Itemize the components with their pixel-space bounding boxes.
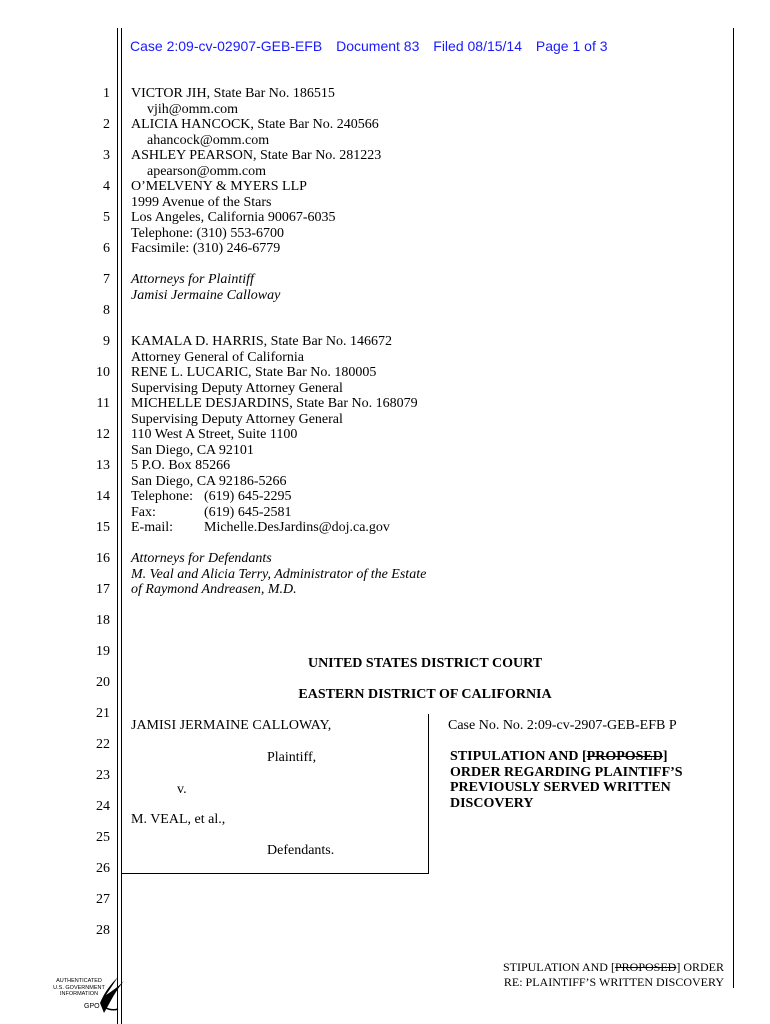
firm-address: 1999 Avenue of the Stars — [131, 194, 272, 210]
header-document: Document 83 — [336, 38, 420, 54]
line-number: 8 — [103, 303, 110, 318]
fax-row — [131, 505, 418, 521]
email-row — [131, 520, 418, 536]
seal-text: AUTHENTICATED — [56, 978, 102, 984]
right-margin-rule — [733, 28, 734, 988]
plaintiff-attorneys-for — [131, 272, 280, 303]
fax-value: (619) 645-2581 — [204, 504, 292, 520]
firm-name: O’MELVENY & MYERS LLP — [131, 179, 307, 194]
seal-gpo: GPO — [84, 1003, 100, 1010]
caption-defendant-role: Defendants. — [267, 843, 335, 858]
line-number: 2 — [103, 117, 110, 132]
line-number: 3 — [103, 148, 110, 163]
line-number: 15 — [96, 520, 110, 535]
left-margin-rule-inner — [121, 28, 122, 1024]
firm-telephone: Telephone: (310) 553-6700 — [131, 225, 284, 241]
line-number: 27 — [96, 892, 110, 907]
line-number: 6 — [103, 241, 110, 256]
line-number: 4 — [103, 179, 110, 194]
line-number: 24 — [96, 799, 110, 814]
header-page: Page 1 of 3 — [535, 38, 608, 54]
firm-city: Los Angeles, California 90067-6035 — [131, 210, 336, 225]
title-line: ORDER REGARDING PLAINTIFF’S — [450, 764, 683, 780]
line-number: 21 — [96, 706, 110, 721]
line-number: 13 — [96, 458, 110, 473]
attorneys-for-label: Attorneys for Plaintiff — [131, 272, 254, 287]
defendant-attorneys-for — [131, 551, 426, 598]
counsel-line: Supervising Deputy Attorney General — [131, 411, 343, 427]
defendant-party-line: of Raymond Andreasen, M.D. — [131, 582, 297, 597]
ecf-header — [130, 38, 618, 54]
plaintiff-counsel-block — [131, 86, 381, 257]
counsel-line: KAMALA D. HARRIS, State Bar No. 146672 — [131, 334, 392, 349]
fax-label: Fax: — [131, 504, 156, 520]
counsel-line: San Diego, CA 92186-5266 — [131, 473, 287, 489]
line-number: 1 — [103, 86, 110, 101]
line-number: 14 — [96, 489, 110, 504]
court-name: UNITED STATES DISTRICT COURT — [307, 656, 543, 671]
telephone-row — [131, 489, 418, 505]
counsel-line: Supervising Deputy Attorney General — [131, 380, 343, 396]
header-case: Case 2:09-cv-02907-GEB-EFB — [130, 38, 323, 54]
counsel-line: San Diego, CA 92101 — [131, 442, 254, 458]
defendant-counsel-block — [131, 334, 418, 536]
caption-divider-horizontal — [122, 873, 429, 874]
title-line: PREVIOUSLY SERVED WRITTEN — [450, 780, 671, 795]
counsel-line: 110 West A Street, Suite 1100 — [131, 427, 298, 442]
seal-text: INFORMATION — [59, 991, 99, 997]
counsel-line: VICTOR JIH, State Bar No. 186515 — [131, 86, 335, 101]
counsel-line: Attorney General of California — [131, 349, 304, 365]
footer-line: RE: PLAINTIFF’S WRITTEN DISCOVERY — [503, 975, 724, 989]
plaintiff-party-name: Jamisi Jermaine Calloway — [131, 287, 281, 303]
line-number: 18 — [96, 613, 110, 628]
counsel-email: vjih@omm.com — [147, 101, 239, 117]
line-number: 17 — [96, 582, 110, 597]
attorneys-for-label: Attorneys for Defendants — [131, 551, 272, 566]
counsel-line: 5 P.O. Box 85266 — [131, 458, 231, 473]
line-number: 10 — [96, 365, 110, 380]
counsel-line: MICHELLE DESJARDINS, State Bar No. 168079 — [131, 396, 418, 411]
counsel-line: ASHLEY PEARSON, State Bar No. 281223 — [131, 148, 382, 163]
page-footer — [503, 960, 724, 990]
counsel-email: apearson@omm.com — [147, 163, 267, 179]
line-number: 7 — [103, 272, 110, 287]
caption-plaintiff-role: Plaintiff, — [267, 750, 317, 765]
line-number: 19 — [96, 644, 110, 659]
firm-facsimile: Facsimile: (310) 246-6779 — [131, 241, 281, 256]
line-number: 9 — [103, 334, 110, 349]
line-number: 28 — [96, 923, 110, 938]
gpo-seal — [44, 975, 132, 1015]
document-title — [450, 749, 683, 811]
line-number: 26 — [96, 861, 110, 876]
seal-text: U.S. GOVERNMENT — [53, 984, 105, 991]
caption-plaintiff: JAMISI JERMAINE CALLOWAY, — [131, 718, 332, 733]
counsel-email: ahancock@omm.com — [147, 132, 270, 148]
caption-versus: v. — [177, 782, 187, 797]
court-district: EASTERN DISTRICT OF CALIFORNIA — [298, 687, 552, 702]
line-number: 23 — [96, 768, 110, 783]
email-value: Michelle.DesJardins@doj.ca.gov — [204, 520, 390, 535]
line-number: 20 — [96, 675, 110, 690]
counsel-line: RENE L. LUCARIC, State Bar No. 180005 — [131, 365, 377, 380]
line-number: 16 — [96, 551, 110, 566]
line-number: 22 — [96, 737, 110, 752]
footer-line: STIPULATION AND [PROPOSED] ORDER — [502, 960, 724, 974]
left-margin-rule-outer — [117, 28, 118, 1024]
title-line: DISCOVERY — [450, 795, 534, 811]
line-number: 11 — [96, 396, 110, 411]
title-strike-proposed: PROPOSED — [586, 749, 663, 764]
telephone-label: Telephone: — [131, 489, 193, 504]
counsel-line: ALICIA HANCOCK, State Bar No. 240566 — [131, 117, 379, 132]
line-number: 25 — [96, 830, 110, 845]
line-number: 12 — [96, 427, 110, 442]
caption-defendant: M. VEAL, et al., — [131, 812, 226, 827]
case-number: Case No. No. 2:09-cv-2907-GEB-EFB P — [448, 718, 677, 733]
defendant-party-line: M. Veal and Alicia Terry, Administrator of the Estate — [131, 566, 427, 582]
email-label: E-mail: — [131, 520, 173, 535]
title-line: STIPULATION AND [PROPOSED] — [450, 749, 668, 764]
footer-strike-proposed: PROPOSED — [614, 960, 677, 974]
telephone-value: (619) 645-2295 — [204, 489, 292, 504]
line-number: 5 — [103, 210, 110, 225]
header-filed: Filed 08/15/14 — [433, 38, 522, 54]
caption-divider-vertical — [428, 714, 429, 873]
